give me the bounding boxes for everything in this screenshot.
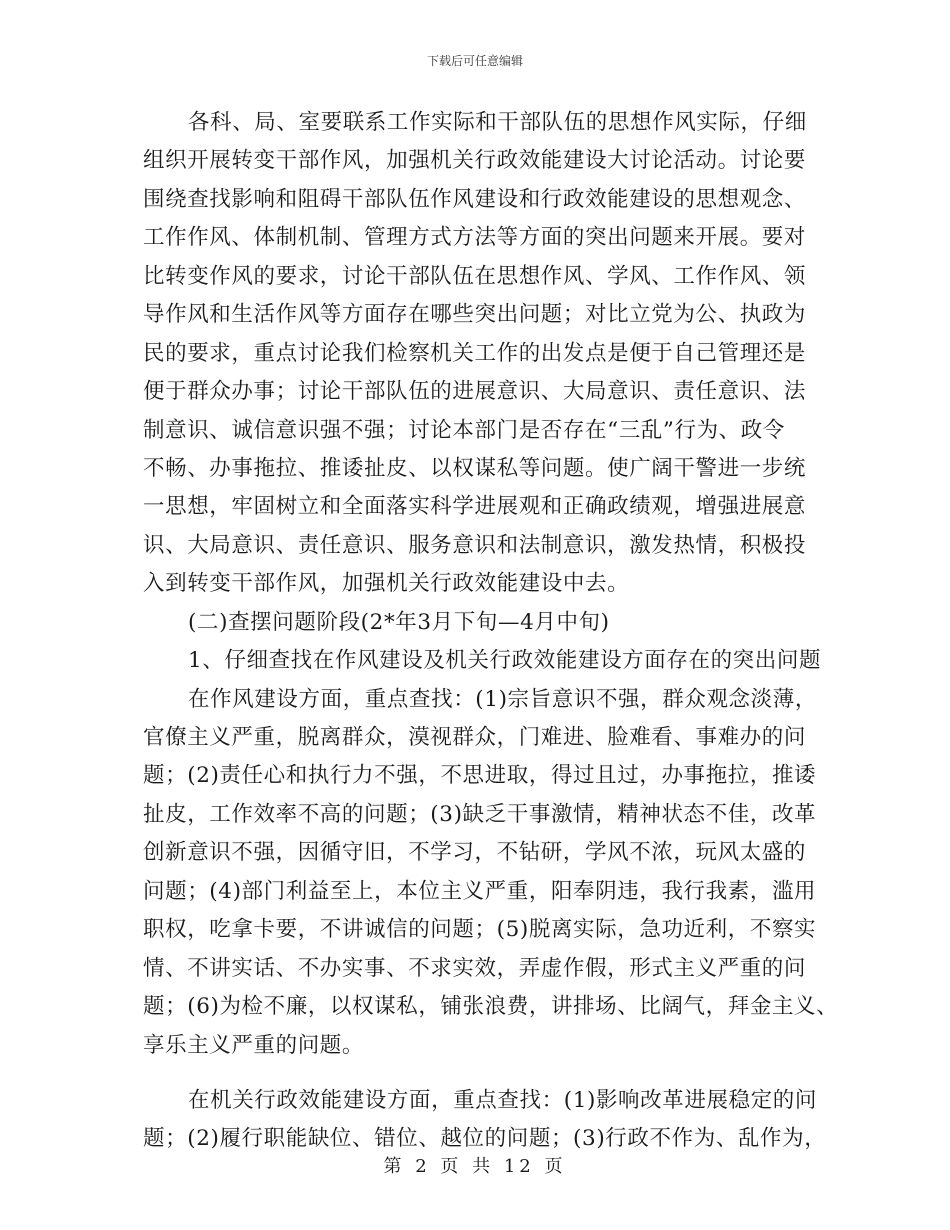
text-line: 职权，吃拿卡要，不讲诚信的问题；(5)脱离实际，急功近利，不察实: [143, 917, 817, 943]
text-line: 识、大局意识、责任意识、服务意识和法制意识，激发热情，积极投: [143, 532, 807, 558]
text-line: 工作作风、体制机制、管理方式方法等方面的突出问题来开展。要对: [143, 225, 807, 251]
text-line: 围绕查找影响和阻碍干部队伍作风建设和行政效能建设的思想观念、: [143, 186, 807, 212]
text-line: 入到转变干部作风，加强机关行政效能建设中去。: [143, 571, 630, 597]
page-footer: 第 2 页 共 12 页: [383, 1156, 567, 1177]
text-line: 扯皮，工作效率不高的问题；(3)缺乏干事激情，精神状态不佳，改革: [143, 801, 817, 827]
text-line: 问题；(4)部门利益至上，本位主义严重，阳奉阴违，我行我素，滥用: [143, 878, 817, 904]
text-line: 创新意识不强，因循守旧，不学习，不钻研，学风不浓，玩风太盛的: [143, 840, 807, 866]
page-header: 下载后可任意编辑: [426, 54, 523, 68]
text-line: 一思想，牢固树立和全面落实科学进展观和正确政绩观，增强进展意: [143, 494, 807, 520]
text-line: 组织开展转变干部作风，加强机关行政效能建设大讨论活动。讨论要: [143, 148, 807, 174]
text-line: 在作风建设方面，重点查找：(1)宗旨意识不强，群众观念淡薄，: [188, 686, 817, 712]
text-line: 题；(6)为检不廉，以权谋私，铺张浪费，讲排场、比阔气，拜金主义、: [143, 994, 839, 1020]
text-line: 比转变作风的要求，讨论干部队伍在思想作风、学风、工作作风、领: [143, 263, 807, 289]
text-line: 各科、局、室要联系工作实际和干部队伍的思想作风实际，仔细: [188, 110, 807, 135]
text-line: 在机关行政效能建设方面，重点查找：(1)影响改革进展稳定的问: [188, 1087, 817, 1113]
text-line: 制意识、诚信意识强不强；讨论本部门是否存在“三乱”行为、政令: [143, 417, 785, 443]
text-line: 官僚主义严重，脱离群众，漠视群众，门难进、脸难看、事难办的问: [143, 725, 807, 750]
text-line: 便于群众办事；讨论干部队伍的进展意识、大局意识、责任意识、法: [143, 379, 807, 405]
paragraph-gap: [143, 1065, 813, 1082]
subsection-heading: 1、仔细查找在作风建设及机关行政效能建设方面存在的突出问题: [188, 648, 822, 674]
text-line: 享乐主义严重的问题。: [143, 1032, 365, 1058]
text-line: 题；(2)履行职能缺位、错位、越位的问题；(3)行政不作为、乱作为，: [143, 1126, 827, 1152]
text-line: 情、不讲实话、不办实事、不求实效，弄虚作假，形式主义严重的问: [143, 955, 807, 981]
text-line: 题；(2)责任心和执行力不强，不思进取，得过且过，办事拖拉，推诿: [143, 763, 817, 789]
text-line: 民的要求，重点讨论我们检察机关工作的出发点是便于自己管理还是: [143, 340, 807, 366]
document-body: [143, 104, 839, 1159]
text-line: 导作风和生活作风等方面存在哪些突出问题；对比立党为公、执政为: [143, 302, 807, 328]
section-heading: (二)查摆问题阶段(2*年3月下旬—4月中旬): [188, 609, 610, 635]
text-line: 不畅、办事拖拉、推诿扯皮、以权谋私等问题。使广阔干警进一步统: [143, 455, 807, 481]
